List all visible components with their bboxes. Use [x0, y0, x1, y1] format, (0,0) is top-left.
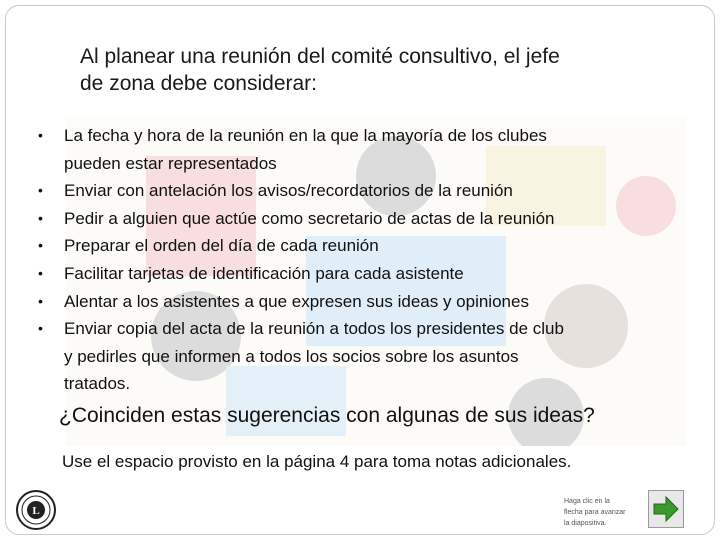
bullet-marker: •: [38, 264, 43, 281]
slide-title: [80, 43, 680, 97]
bullet-line: Enviar copia del acta de la reunión a todos los presidentes de club: [64, 319, 564, 339]
bullet-marker: •: [38, 127, 43, 143]
lions-logo-icon: [15, 489, 57, 531]
hint-line: la diapositiva.: [564, 520, 607, 527]
arrow-right-icon: [652, 495, 680, 523]
title-line-2: de zona debe considerar:: [80, 72, 317, 95]
question-text: ¿Coinciden estas sugerencias con algunas de sus ideas?: [59, 404, 595, 427]
bullet-marker: •: [38, 292, 43, 309]
bullet-item: [40, 315, 680, 398]
bullet-item: [40, 122, 680, 177]
next-slide-button[interactable]: [648, 490, 684, 528]
bullet-item: [40, 260, 680, 288]
bullet-line: Facilitar tarjetas de identificación para cada asistente: [64, 263, 464, 283]
advance-hint: [564, 496, 640, 529]
bullet-line: tratados.: [64, 374, 131, 394]
hint-line: flecha para avanzar: [564, 509, 626, 516]
bullet-item: [40, 288, 680, 316]
bullet-line: y pedirles que informen a todos los socios sobre los asuntos: [64, 346, 519, 366]
note-text: Use el espacio provisto en la página 4 para toma notas adicionales.: [62, 452, 572, 471]
logo-letter: L: [32, 505, 40, 517]
bullet-item: [40, 177, 680, 205]
bullet-marker: •: [38, 182, 43, 199]
title-line-1: Al planear una reunión del comité consultivo, el jefe: [80, 45, 560, 68]
bullet-line: Pedir a alguien que actúe como secretario de actas de la reunión: [64, 208, 555, 228]
hint-line: Haga clic en la: [564, 498, 610, 505]
bullet-marker: •: [38, 320, 43, 337]
bullet-item: [40, 205, 680, 233]
bullet-list: [40, 122, 680, 398]
bullet-marker: •: [38, 237, 43, 254]
bullet-line: Preparar el orden del día de cada reunión: [64, 236, 379, 256]
bullet-line: Alentar a los asistentes a que expresen sus ideas y opiniones: [64, 291, 529, 311]
bullet-line: La fecha y hora de la reunión en la que la mayoría de los clubes: [64, 126, 547, 145]
bullet-item: [40, 232, 680, 260]
bullet-line: Enviar con antelación los avisos/recordatorios de la reunión: [64, 181, 513, 201]
bullet-line: pueden estar representados: [64, 153, 277, 173]
bullet-marker: •: [38, 209, 43, 226]
